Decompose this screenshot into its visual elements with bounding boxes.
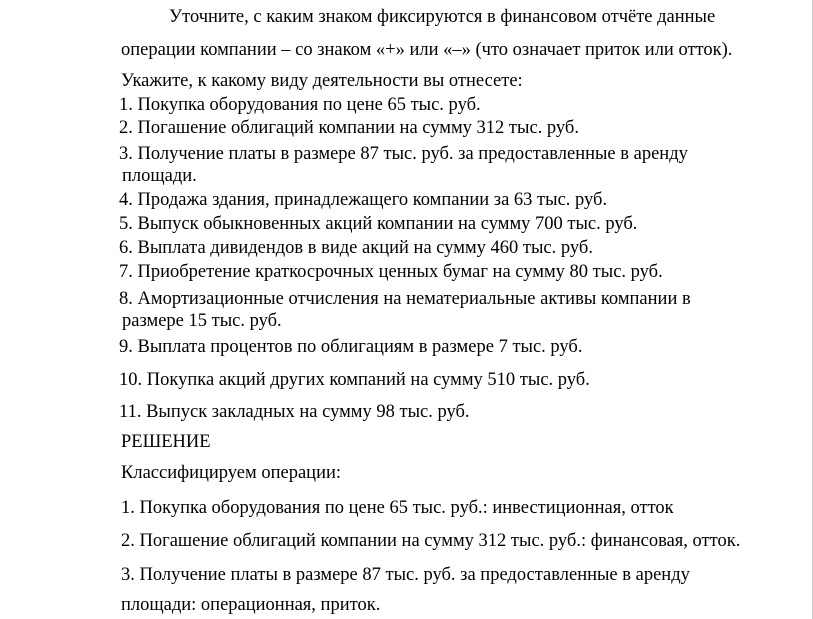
task-item-10: 10. Покупка акций других компаний на сумму 510 тыс. руб. <box>119 370 590 390</box>
task-item-7: 7. Приобретение краткосрочных ценных бумаг на сумму 80 тыс. руб. <box>119 262 663 282</box>
solution-item-2: 2. Погашение облигаций компании на сумму 312 тыс. руб.: финансовая, отток. <box>121 531 741 551</box>
solution-item-1: 1. Покупка оборудования по цене 65 тыс. руб.: инвестиционная, отток <box>121 498 674 518</box>
intro-line-1: Уточните, с каким знаком фиксируются в финансовом отчёте данные <box>169 7 716 27</box>
task-item-9: 9. Выплата процентов по облигациям в размере 7 тыс. руб. <box>119 337 583 357</box>
task-item-3-continued: площади. <box>122 166 197 186</box>
task-item-4: 4. Продажа здания, принадлежащего компании за 63 тыс. руб. <box>119 190 608 210</box>
task-line: Укажите, к какому виду деятельности вы отнесете: <box>121 71 523 91</box>
task-item-8: 8. Амортизационные отчисления на нематериальные активы компании в <box>119 289 691 309</box>
intro-line-2: операции компании – со знаком «+» или «–» (что означает приток или отток). <box>121 40 733 60</box>
task-item-11: 11. Выпуск закладных на сумму 98 тыс. руб. <box>119 402 470 422</box>
task-item-6: 6. Выплата дивидендов в виде акций на сумму 460 тыс. руб. <box>119 238 593 258</box>
task-item-1: 1. Покупка оборудования по цене 65 тыс. руб. <box>119 95 481 115</box>
task-item-3: 3. Получение платы в размере 87 тыс. руб. за предоставленные в аренду <box>119 144 688 164</box>
task-item-2: 2. Погашение облигаций компании на сумму 312 тыс. руб. <box>119 118 579 138</box>
solution-item-3-continued: площади: операционная, приток. <box>121 595 381 615</box>
solution-item-3: 3. Получение платы в размере 87 тыс. руб. за предоставленные в аренду <box>121 565 690 585</box>
solution-intro: Классифицируем операции: <box>121 463 342 483</box>
task-item-5: 5. Выпуск обыкновенных акций компании на сумму 700 тыс. руб. <box>119 214 638 234</box>
solution-heading: РЕШЕНИЕ <box>121 432 211 452</box>
task-item-8-continued: размере 15 тыс. руб. <box>122 311 282 331</box>
